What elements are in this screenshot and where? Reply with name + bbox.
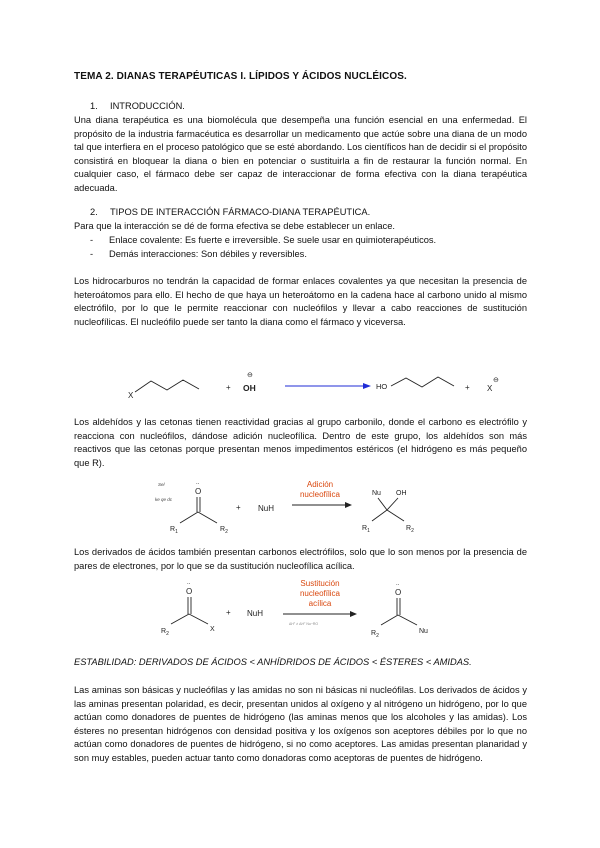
reaction-arrow-2-head [345,502,352,508]
bullet-covalent-text: Enlace covalente: Es fuerte e irreversible. Se suele usar en quimioterapéuticos. [109,235,437,245]
handwritten-note-2: ke qe dc [155,497,173,502]
plus-sign-4: + [226,608,231,617]
acyl-bond-r [171,614,189,624]
handwritten-note-1: Sel [158,482,165,487]
reaction-sn-scheme [125,365,525,415]
intro-paragraph: Una diana terapéutica es una biomolécula que desempeña una función esencial en una enfermedad. El propósito de la industria farmacéutica es desarrollar un medicamento que actúe sobre una diana de un modo tal que interfiera en el proceso patológico que se esté abordando. Los científicos han de decidir si el propósito consistirá en bloquear la diana o bien en potenciar o sustituirla a fin de restaurar la función normal. En cualquier caso, el fármaco debe ser capaz de interaccionar de forma efectiva con la diana terapéutica adecuada. [74,115,527,193]
bullet-covalent: - Enlace covalente: Es fuerte e irreversible. Se suele usar en quimioterapéuticos. [90,235,437,245]
lone-pair-dots: .. [196,480,200,486]
plus-sign-2: + [465,383,470,392]
reactant-chain [135,380,199,392]
lone-pair-dots-2: .. [187,580,191,586]
product-bond-r [381,615,398,625]
product-nu-label: Nu [419,628,428,635]
section-2-heading [90,207,370,217]
substitution-label-line3: acílica [308,599,332,608]
hydroxide-charge: ⊖ [247,372,253,379]
acyl-x-label: X [210,626,215,633]
product-r2-label: $R_2$ [406,525,414,534]
product-r-label: $R_2$ [371,630,379,639]
page-title: TEMA 2. DIANAS TERAPÉUTICAS I. LÍPIDOS Y ÁCIDOS NUCLÉICOS. [74,71,407,82]
addition-label-line1: Adición [306,480,334,489]
hydroxide-label: OH [243,383,256,393]
bond-c-r2 [387,510,404,521]
reaction-acyl-substitution-scheme [155,577,445,641]
section-1-title: INTRODUCCIÓN. [110,101,185,111]
stability-order: ESTABILIDAD: DERIVADOS DE ÁCIDOS < ANHÍDRIDOS DE ÁCIDOS < ÉSTERES < AMIDAS. [74,657,472,667]
section-1-heading [90,101,185,111]
leaving-group-charge: ⊖ [493,377,499,384]
nuh-reagent: NuH [258,504,275,513]
acyl-bond-x [189,614,208,624]
product-nu: Nu [372,490,381,497]
acyl-r-label: $R_2$ [161,628,169,637]
section-1-number: 1. [90,101,98,111]
bullet-other-interactions: - Demás interacciones: Son débiles y reversibles. [90,249,307,259]
r1-label: $R_1$ [170,526,178,535]
product-r1-label: $R_1$ [362,525,370,534]
reaction-arrow-3-head [350,611,357,617]
reaction-addition-scheme [140,477,440,539]
reactant-x-label: X [128,391,134,400]
amines-paragraph: Las aminas son básicas y nucleófilas y las amidas no son ni básicas ni nucleófilas. Los derivados de ácidos y las aminas presentan polaridad, es decir, presentan unidos al oxígeno y al nitrógeno un hidrógeno, por lo que actúan como donadores de puentes de hidrógeno (las aminas menos que los alcoholes y las amidas). Los ésteres no presentan hidrógenos con densidad positiva y los oxígenos son aceptores débiles por lo que no actúan como donadores de puentes de hidrógeno, si no como aceptores. Las amidas presentan planaridad y son muy estables, pueden actuar tanto como donadoras como aceptoras de puentes de hidrógeno. [74,685,527,763]
hydrocarbons-paragraph: Los hidrocarburos no tendrán la capacidad de formar enlaces covalentes ya que necesitan la presencia de heteroátomos para ello. El hecho de que haya un heteroátomo en la cadena hace al carbono unido al mismo electrófilo, por lo que le permite reaccionar con nucleófilos y llevar a cabo reacciones de sustitución nucleofílicas. El nucleófilo puede ser tanto la diana como el fármaco y viceversa. [74,276,527,327]
substitution-label-line2: nucleofílica [299,589,341,598]
section-2-number: 2. [90,207,98,217]
lone-pair-dots-3: .. [396,581,400,587]
bond-to-r2 [198,512,217,523]
bond-to-r1 [180,512,198,523]
product-chain [391,377,454,387]
bond-c-r1 [372,510,387,521]
leaving-group-label: X [487,384,493,393]
acyl-oxygen: O [186,587,193,596]
product-ho-label: HO [376,382,388,391]
nuh-reagent-2: NuH [247,609,264,618]
product-oxygen: O [395,588,402,597]
bond-c-nu [378,498,387,510]
addition-label-line2: nucleofílica [299,490,341,499]
bullet-other-text: Demás interacciones: Son débiles y reversibles. [109,249,307,259]
plus-sign-3: + [236,503,241,512]
interaction-intro: Para que la interacción se dé de forma efectiva se debe establecer un enlace. [74,221,395,231]
product-oh: OH [396,490,407,497]
plus-sign-1: + [226,383,231,392]
r2-label: $R_2$ [220,526,228,535]
section-2-title: TIPOS DE INTERACCIÓN FÁRMACO-DIANA TERAPÉUTICA. [110,207,371,217]
carbonyl-paragraph: Los aldehídos y las cetonas tienen reactividad gracias al grupo carbonilo, donde el carbono es electrófilo y reacciona con nucleófilos, dándose adición nucleofílica. Dentro de este grupo, los aldehídos son más reactivos que las cetonas porque presentan menos impedimentos estéricos (el hidrógeno es más pequeño que R). [74,417,527,468]
carbonyl-oxygen: O [195,487,202,496]
substitution-label-line1: Sustitución [300,579,340,588]
acid-derivatives-paragraph: Los derivados de ácidos también presentan carbonos electrófilos, solo que lo son menos por la presencia de pares de electrones, por lo que se da sustitución nucleofílica acílica. [74,547,527,571]
arrow-faint-note: ΔH° ≠ ΔH° Nu−RO [289,622,319,626]
product-bond-nu [398,615,417,625]
reaction-arrow-1-head [363,383,371,389]
bond-c-oh [387,498,398,510]
